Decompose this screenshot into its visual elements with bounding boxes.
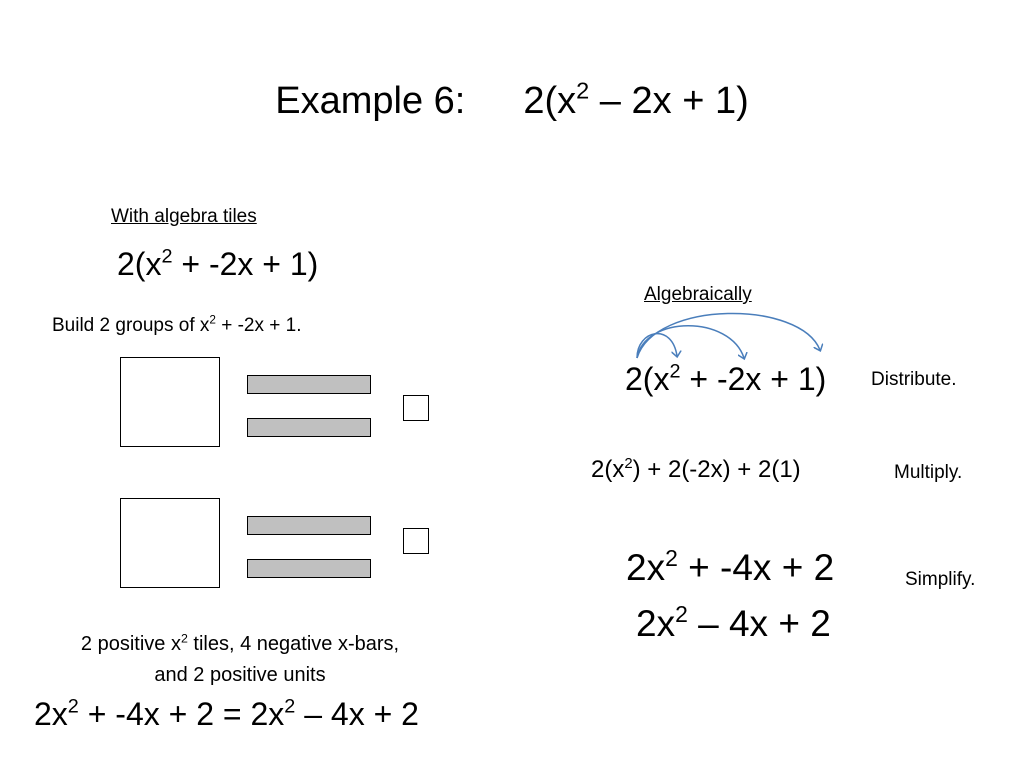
step-2-note: Multiply. (894, 462, 963, 483)
step-3-expression: $2x^2 + -4x + 2$ (626, 544, 835, 588)
tiles-result: $2x^2 + -4x + 2 = 2x^2 - 4x + 2$ (34, 695, 419, 732)
summary-line-2: and 2 positive units (154, 664, 326, 686)
summary-line-1: 2 positive $x^2$ tiles, 4 negative x-bars, (80, 631, 400, 655)
step-3-note: Simplify. (905, 569, 976, 590)
step-4-expression: $2x^2 - 4x + 2$ (636, 600, 831, 644)
tiles-expression: $2(x^2 + -2x + 1)$ (117, 245, 319, 282)
arrow-to-2x (637, 326, 744, 358)
algebraic-heading: Algebraically (644, 284, 752, 305)
step-2-expression: $2(x^2) + 2(-2x) + 2(1)$ (591, 455, 801, 483)
step-1-expression: $2(x^2 + -2x + 1)$ (625, 360, 827, 397)
step-1-note: Distribute. (871, 369, 957, 390)
build-instruction: Build 2 groups of $x^2 + -2x + 1$. (52, 313, 302, 336)
title-expression: $2(x^2 - 2x + 1)$ (523, 77, 749, 122)
tiles-heading: With algebra tiles (111, 206, 257, 227)
title-label: Example 6: (275, 80, 466, 122)
